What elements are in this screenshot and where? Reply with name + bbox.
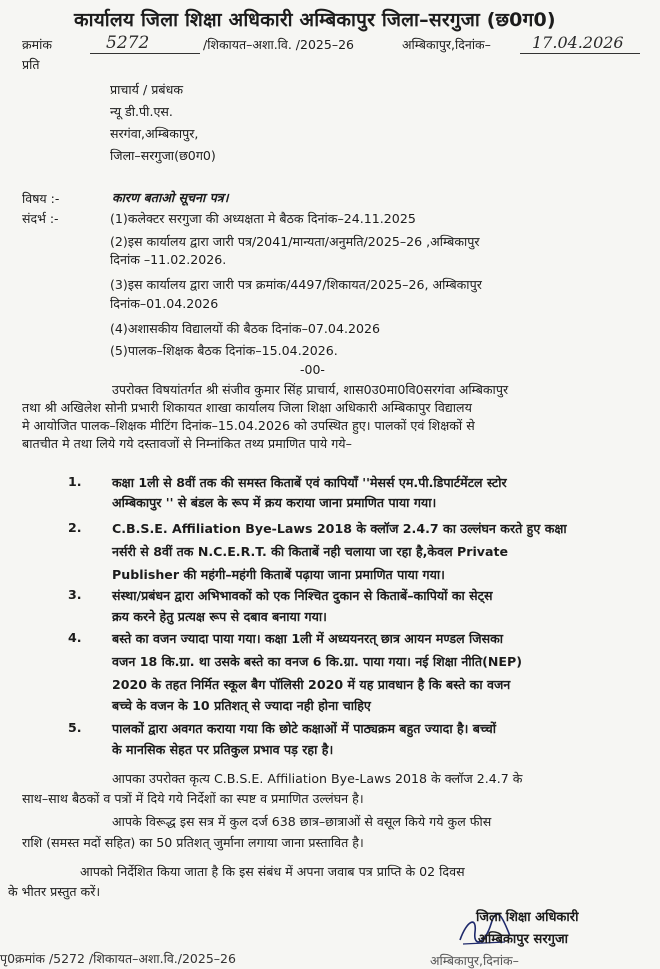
point-number: 1.	[68, 474, 82, 489]
violation-line: आपका उपरोक्त कृत्य C.B.S.E. Affiliation Bye-Laws 2018 के क्लॉज 2.4.7 के	[112, 771, 523, 786]
reference-line: दिनांक –11.02.2026.	[110, 252, 227, 267]
point-line: C.B.S.E. Affiliation Bye-Laws 2018 के क्लॉज 2.4.7 का उल्लंघन करते हुए कक्षा	[112, 521, 567, 536]
point-line: नर्सरी से 8वीं तक N.C.E.R.T. की किताबें नही चलाया जा रहा है,केवल Private	[112, 544, 509, 559]
point-line: अम्बिकापुर '' से बंडल के रूप में क्रय कराया जाना प्रमाणित पाया गया।	[112, 495, 437, 510]
point-line: 2020 के तहत निर्मित स्कूल बैग पॉलिसी 2020 में यह प्रावधान है कि बस्ते का वजन	[112, 677, 511, 692]
reference-number: /शिकायत–अशा.वि. /2025–26	[203, 37, 354, 52]
subject-label: विषय :-	[22, 191, 60, 206]
subject-text: कारण बताओ सूचना पत्र।	[112, 190, 229, 205]
addressee-line: सरगंवा,अम्बिकापुर,	[110, 126, 199, 141]
kramank-label: क्रमांक	[22, 37, 52, 52]
reference-line: (3)इस कार्यालय द्वारा जारी पत्र क्रमांक/4497/शिकायत/2025–26, अम्बिकापुर	[110, 277, 482, 292]
references-label: संदर्भ :-	[22, 211, 59, 226]
reply-line: आपको निर्देशित किया जाता है कि इस संबंध में अपना जवाब पत्र प्राप्ति के 02 दिवस	[80, 864, 465, 879]
intro-line: तथा श्री अखिलेश सोनी प्रभारी शिकायत शाखा कार्यालय जिला शिक्षा अधिकारी अम्बिकापुर विद्यालय	[22, 400, 472, 415]
point-number: 5.	[68, 720, 82, 735]
reference-line: (2)इस कार्यालय द्वारा जारी पत्र/2041/मान्यता/अनुमति/2025–26 ,अम्बिकापुर	[110, 234, 480, 249]
addressee-line: प्राचार्य / प्रबंधक	[110, 82, 184, 97]
point-line: बस्ते का वजन ज्यादा पाया गया। कक्षा 1ली में अध्ययनरत् छात्र आयन मण्डल जिसका	[112, 631, 504, 646]
point-line: पालकों द्वारा अवगत कराया गया कि छोटे कक्षाओं में पाठ्यक्रम बहुत ज्यादा है। बच्चों	[112, 721, 497, 736]
point-number: 2.	[68, 520, 82, 535]
place-date-label: अम्बिकापुर,दिनांक–	[402, 37, 491, 52]
addressee-line: न्यू डी.पी.एस.	[110, 104, 173, 119]
intro-line: मे आयोजित पालक–शिक्षक मीटिंग दिनांक–15.04.2026 को उपस्थित हुए। पालकों एवं शिक्षकों से	[22, 418, 475, 433]
addressee-line: जिला–सरगुजा(छ0ग0)	[110, 148, 216, 163]
intro-line: बातचीत मे तथा लिये गये दस्तावजों से निम्नांकित तथ्य प्रमाणित पाये गये–	[22, 436, 352, 451]
point-number: 4.	[68, 630, 82, 645]
point-number: 3.	[68, 587, 82, 602]
intro-line: उपरोक्त विषयांतर्गत श्री संजीव कुमार सिंह प्राचार्य, शास0उ0मा0वि0सरगंवा अम्बिकापुर	[112, 382, 509, 397]
prati-label: प्रति	[22, 57, 40, 72]
point-line: वजन 18 कि.ग्रा. था उसके बस्ते का वनज 6 कि.ग्रा. पाया गया। नई शिक्षा नीति(NEP)	[112, 654, 522, 669]
reference-line: (4)अशासकीय विद्यालयों की बैठक दिनांक–07.04.2026	[110, 321, 381, 336]
violation-line: साथ–साथ बैठकों व पत्रों में दिये गये निर्देशों का स्पष्ट व प्रमाणित उल्लंघन है।	[22, 791, 364, 806]
point-line: बच्चे के वजन के 10 प्रतिशत् से ज्यादा नही होना चाहिए	[112, 698, 371, 713]
fine-line: आपके विरूद्ध इस सत्र में कुल दर्ज 638 छात्र–छात्राओं से वसूल किये गये कुल फीस	[112, 814, 492, 829]
point-line: क्रय करने हेतु प्रत्यक्ष रूप से दबाव बनाया गया।	[112, 609, 327, 624]
reference-line: (5)पालक–शिक्षक बैठक दिनांक–15.04.2026.	[110, 343, 338, 358]
point-line: के मानसिक सेहत पर प्रतिकुल प्रभाव पड़ रहा है।	[112, 742, 334, 757]
point-line: Publisher की महंगी–महंगी किताबें पढ़ाया जाना प्रमाणित पाया गया।	[112, 567, 445, 582]
reference-line: (1)कलेक्टर सरगुजा की अध्यक्षता मे बैठक दिनांक–24.11.2025	[110, 211, 416, 226]
signatory-designation: जिला शिक्षा अधिकारी	[476, 910, 579, 925]
point-line: संस्था/प्रबंधन द्वारा अभिभावकों को एक निश्चित दुकान से किताबें–कापियों का सेट्स	[112, 588, 493, 603]
point-line: कक्षा 1ली से 8वीं तक की समस्त किताबें एवं कापियाँ ''मेसर्स एम.पी.डिपार्टमेंटल स्टोर	[112, 475, 507, 490]
separator: -00-	[300, 362, 325, 377]
fine-line: राशि (समस्त मदों सहित) का 50 प्रतिशत् जुर्माना लगाया जाना प्रस्तावित है।	[22, 835, 364, 850]
signatory-place: अम्बिकापुर सरगुजा	[478, 932, 568, 947]
reply-line: के भीतर प्रस्तुत करें।	[8, 884, 101, 899]
endorsement-line: पृ0क्रमांक /5272 /शिकायत–अशा.वि./2025–26	[0, 951, 236, 966]
endorsement-place-date: अम्बिकापुर,दिनांक–	[430, 953, 519, 968]
kramank-handwritten-value: 5272	[106, 33, 150, 53]
date-handwritten-value: 17.04.2026	[532, 33, 624, 52]
office-title: कार्यालय जिला शिक्षा अधिकारी अम्बिकापुर जिला–सरगुजा (छ0ग0)	[74, 9, 556, 31]
reference-line: दिनांक–01.04.2026	[110, 296, 219, 311]
